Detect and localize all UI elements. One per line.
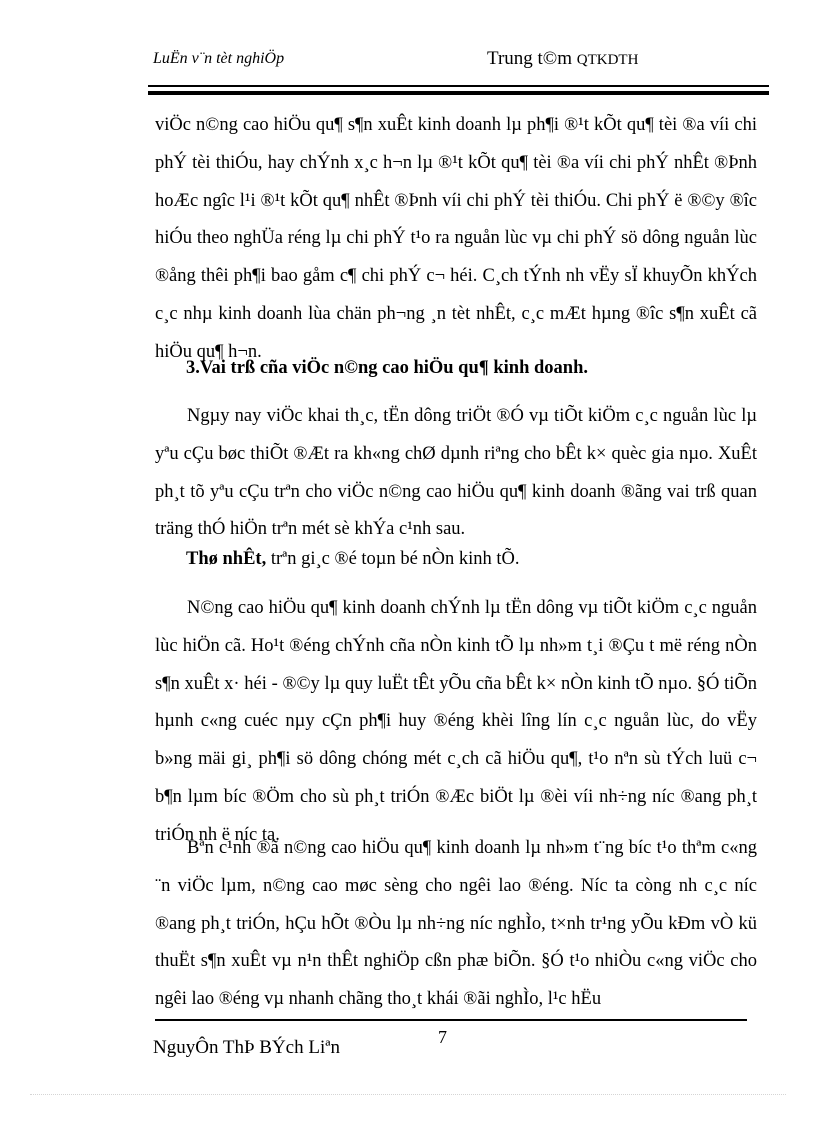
- header-center-main: Trung t©m: [487, 48, 573, 69]
- header-center-abbrev: QTKDTH: [576, 52, 639, 68]
- paragraph-2: Ngµy nay viÖc khai th¸c, tËn dông triÖt ®Ó vµ tiÕt kiÖm c¸c nguån lùc lµ yªu cÇu bøc thiÕt ®Æt ra kh«ng chØ dµnh riªng cho bÊt k× quèc gia nµo. XuÊt ph¸t tõ yªu cÇu trªn cho viÖc n©ng cao hiÖu qu¶ kinh doanh ®ãng vai trß quan träng thÓ hiÖn trªn mét sè khÝa c¹nh sau.: [155, 406, 757, 540]
- header-center-name: [487, 48, 638, 70]
- header-rule-thin: [148, 85, 769, 87]
- paragraph-4: N©ng cao hiÖu qu¶ kinh doanh chÝnh lµ tËn dông vµ tiÕt kiÖm c¸c nguån lùc hiÖn cã. Ho¹t ®éng chÝnh cña nÒn kinh tÕ lµ nh»m t¸i ®Çu t më réng nÒn s¶n xuÊt x· héi - ®©y lµ quy luËt tÊt yÕu cña bÊt k× nÒn kinh tÕ nµo. §Ó tiÕn hµnh c«ng cuéc nµy cÇn ph¶i huy ®éng khèi lîng lín c¸c nguån lùc, do vËy b»ng mäi gi¸ ph¶i sö dông chóng mét c¸ch cã hiÖu qu¶, t¹o nªn sù tÝch luü c¬ b¶n lµm bíc ®Öm cho sù ph¸t triÓn ®Æc biÖt lµ ®èi víi nh÷ng níc ®ang ph¸t triÓn nh ë níc ta.: [155, 598, 757, 845]
- paragraph-3-text: trªn gi¸c ®é toµn bé nÒn kinh tÕ.: [266, 549, 520, 569]
- paragraph-3: [186, 541, 766, 579]
- page-number: 7: [438, 1027, 447, 1047]
- section-heading-3: 3.Vai trß cña viÖc n©ng cao hiÖu qu¶ kinh doanh.: [186, 358, 588, 378]
- paragraph-3-lead: Thø nhÊt,: [186, 549, 267, 569]
- paragraph-1: viÖc n©ng cao hiÖu qu¶ s¶n xuÊt kinh doanh lµ ph¶i ®¹t kÕt qu¶ tèi ®a víi chi phÝ tèi thiÓu, hay chÝnh x¸c h¬n lµ ®¹t kÕt qu¶ tèi ®a víi chi phÝ nhÊt ®Þnh hoÆc ngîc l¹i ®¹t kÕt qu¶ nhÊt ®Þnh víi chi phÝ tèi thiÓu. Chi phÝ ë ®©y ®îc hiÓu theo nghÜa réng lµ chi phÝ t¹o ra nguån lùc vµ chi phÝ sö dông nguån lùc ®ång thêi ph¶i bao gåm c¶ chi phÝ c¬ héi. C¸ch tÝnh nh vËy sÏ khuyÕn khÝch c¸c nhµ kinh doanh lùa chän ph¬ng ¸n tèt nhÊt, c¸c mÆt hµng ®îc s¶n xuÊt cã hiÖu qu¶ h¬n.: [155, 115, 757, 362]
- header-thesis-title: LuËn v¨n tèt nghiÖp: [153, 50, 285, 67]
- page-edge-divider: [30, 1094, 786, 1095]
- paragraph-5: Bªn c¹nh ®ã n©ng cao hiÖu qu¶ kinh doanh lµ nh»m t¨ng bíc t¹o thªm c«ng ¨n viÖc lµm, n©ng cao møc sèng cho ngêi lao ®éng. Níc ta còng nh c¸c níc ®ang ph¸t triÓn, hÇu hÕt ®Òu lµ nh÷ng níc nghÌo, t×nh tr¹ng yÕu kÐm vÒ kü thuËt s¶n xuÊt vµ n¹n thÊt nghiÖp cßn phæ biÕn. §Ó t¹o nhiÒu c«ng viÖc cho ngêi lao ®éng vµ nhanh chãng tho¸t khái ®ãi nghÌo, l¹c hËu: [155, 838, 757, 1010]
- header-rule-thick: [148, 91, 769, 95]
- footer-rule: [155, 1019, 747, 1021]
- footer-author-name: NguyÔn ThÞ BÝch Liªn: [153, 1037, 340, 1058]
